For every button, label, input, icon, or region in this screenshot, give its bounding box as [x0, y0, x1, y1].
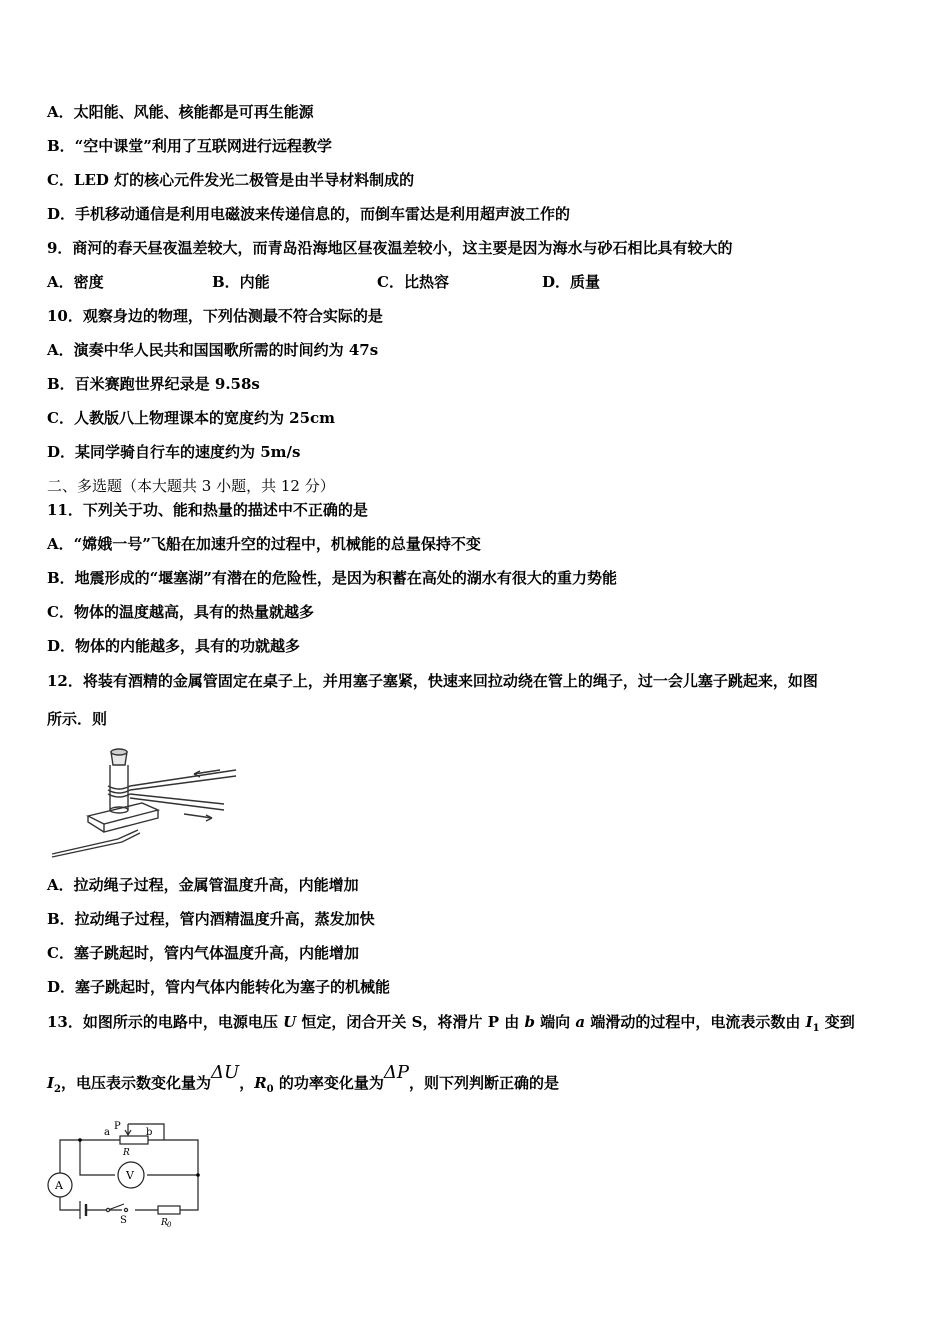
- q11-option-d: D．物体的内能越多，具有的功就越多: [47, 637, 301, 655]
- q13-stem-line2: [47, 1062, 560, 1100]
- q13-var-i2: I: [47, 1074, 55, 1092]
- circuit-label-p: P: [114, 1121, 121, 1132]
- q11-option-c: C．物体的温度越高，具有的热量就越多: [47, 603, 314, 621]
- q13-var-a: a: [575, 1013, 586, 1031]
- q11-option-a: A．“嫦娥一号”飞船在加速升空的过程中，机械能的总量保持不变: [47, 535, 481, 553]
- q9-option-d: D．质量: [542, 273, 601, 291]
- q12-option-d: D．塞子跳起时，管内气体内能转化为塞子的机械能: [47, 978, 391, 996]
- q12-stem-line1: 12．将装有酒精的金属管固定在桌子上，并用塞子塞紧，快速来回拉动绕在管上的绳子，过一会儿塞子跳起来，如图: [47, 672, 818, 690]
- q11-stem: 11．下列关于功、能和热量的描述中不正确的是: [47, 501, 368, 519]
- q8-option-b: B．“空中课堂”利用了互联网进行远程教学: [47, 137, 332, 155]
- q10-option-a: A．演奏中华人民共和国国歌所需的时间约为 47s: [47, 341, 379, 359]
- q10-option-d: D．某同学骑自行车的速度约为 5m/s: [47, 443, 301, 461]
- circuit-label-r0: R: [161, 1218, 168, 1228]
- q13-var-i1-sub: 1: [812, 1023, 820, 1034]
- ammeter-label: A: [55, 1179, 63, 1192]
- q8-option-c: C．LED 灯的核心元件发光二极管是由半导材料制成的: [47, 171, 415, 189]
- q13-text-g: ，: [239, 1074, 255, 1092]
- q10-stem: 10．观察身边的物理，下列估测最不符合实际的是: [47, 307, 383, 325]
- q13-text-d: 端滑动的过程中，电流表示数由: [585, 1013, 806, 1031]
- q12-option-b: B．拉动绳子过程，管内酒精温度升高，蒸发加快: [47, 910, 375, 928]
- q13-text-a: 13．如图所示的电路中，电源电压: [47, 1013, 284, 1031]
- q11-option-b: B．地震形成的“堰塞湖”有潜在的危险性，是因为积蓄在高处的湖水有很大的重力势能: [47, 569, 617, 587]
- q13-var-b: b: [524, 1013, 535, 1031]
- circuit-label-a: a: [104, 1127, 110, 1138]
- q9-options: [47, 272, 600, 292]
- q10-option-c: C．人教版八上物理课本的宽度约为 25cm: [47, 409, 336, 427]
- q13-text-e: 变到: [819, 1013, 855, 1031]
- q12-option-c: C．塞子跳起时，管内气体温度升高，内能增加: [47, 944, 359, 962]
- circuit-diagram: [40, 1115, 215, 1230]
- q10-option-b: B．百米赛跑世界纪录是 9.58s: [47, 375, 260, 393]
- q12-option-a: A．拉动绳子过程，金属管温度升高，内能增加: [47, 876, 359, 894]
- section-heading-multiple-choice: 二、多选题（本大题共 3 小题，共 12 分）: [47, 477, 335, 495]
- q8-option-d: D．手机移动通信是利用电磁波来传递信息的，而倒车雷达是利用超声波工作的: [47, 205, 571, 223]
- q9-option-b: B．内能: [212, 273, 270, 291]
- q13-delta-p: ΔP: [383, 1062, 409, 1083]
- voltmeter-label: V: [126, 1169, 134, 1182]
- q13-var-u: U: [283, 1013, 297, 1031]
- q13-text-c: 端向: [534, 1013, 576, 1031]
- circuit-label-b: b: [146, 1127, 153, 1138]
- q13-text-f: ，电压表示数变化量为: [61, 1074, 212, 1092]
- q13-text-i: ，则下列判断正确的是: [409, 1074, 560, 1092]
- circuit-label-r0-sub: 0: [167, 1221, 172, 1229]
- q13-stem-line1: [47, 1012, 855, 1039]
- q8-option-a: A．太阳能、风能、核能都是可再生能源: [47, 103, 314, 121]
- metal-tube-rope-figure: [48, 740, 248, 862]
- q13-var-r0: R: [254, 1074, 267, 1092]
- q13-var-i1: I: [805, 1013, 813, 1031]
- q13-var-i2-sub: 2: [54, 1084, 61, 1095]
- q13-text-h: 的功率变化量为: [273, 1074, 384, 1092]
- q13-delta-u: ΔU: [211, 1062, 240, 1083]
- q9-stem: 9．商河的春天昼夜温差较大，而青岛沿海地区昼夜温差较小，这主要是因为海水与砂石相比具有较大的: [47, 239, 733, 257]
- q12-stem-line2: 所示．则: [47, 710, 108, 728]
- q9-option-c: C．比热容: [377, 273, 449, 291]
- q13-var-r0-sub: 0: [266, 1084, 274, 1095]
- switch-label: S: [120, 1215, 127, 1226]
- q13-text-b: 恒定，闭合开关 S，将滑片 P 由: [296, 1013, 525, 1031]
- circuit-label-r: R: [123, 1148, 130, 1158]
- q9-option-a: A．密度: [47, 273, 104, 291]
